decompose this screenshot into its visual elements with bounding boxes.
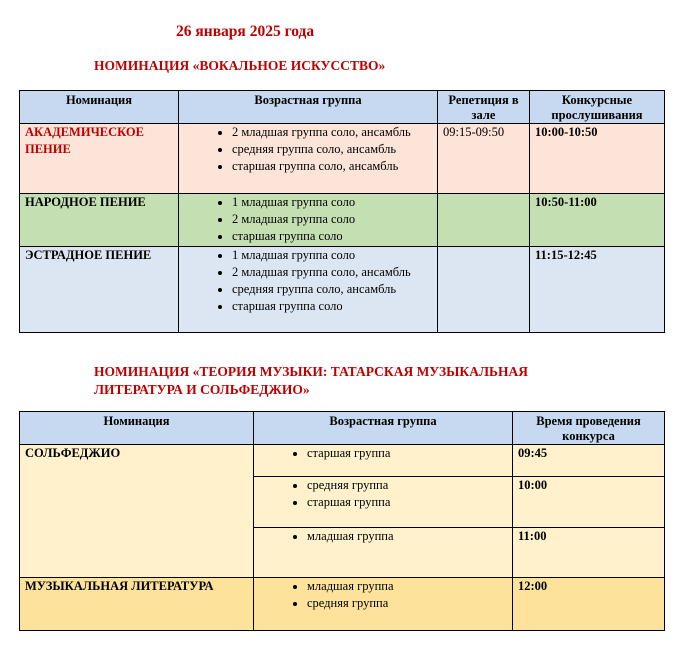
time-cell: 10:50-11:00 (530, 194, 665, 247)
time-cell: 10:00 (513, 477, 665, 528)
header-nomination: Номинация (20, 91, 179, 124)
rehearsal-cell (438, 194, 530, 247)
list-item: • 1 младшая группа соло (232, 194, 432, 211)
time-cell: 11:00 (513, 528, 665, 578)
list-item: • 2 младшая группа соло (232, 211, 432, 228)
time-cell: 11:15-12:45 (530, 247, 665, 333)
groups-cell (254, 477, 513, 528)
list-item: • младшая группа (307, 528, 507, 545)
groups-cell (179, 124, 438, 194)
theory-schedule-table (19, 411, 665, 631)
header-nomination: Номинация (20, 412, 254, 445)
header-age-group: Возрастная группа (179, 91, 438, 124)
list-item: • старшая группа соло, ансамбль (232, 158, 432, 175)
list-item: • 1 младшая группа соло (232, 247, 432, 264)
groups-cell (179, 194, 438, 247)
list-item: • 2 младшая группа соло, ансамбль (232, 264, 432, 281)
time-cell: 12:00 (513, 578, 665, 631)
header-auditions: Конкурсные прослушивания (530, 91, 665, 124)
list-item: • младшая группа (307, 578, 507, 595)
list-item: • старшая группа (307, 494, 507, 511)
section2-title-line1: НОМИНАЦИЯ «ТЕОРИЯ МУЗЫКИ: ТАТАРСКАЯ МУЗЫКАЛЬНАЯ (94, 364, 528, 379)
groups-cell (254, 578, 513, 631)
schedule-date: 26 января 2025 года (176, 23, 315, 40)
section2-title (94, 363, 528, 399)
table-row (20, 578, 665, 631)
groups-cell (254, 528, 513, 578)
header-contest-time: Время проведения конкурса (513, 412, 665, 445)
list-item: • старшая группа соло (232, 228, 432, 245)
nomination-cell: НАРОДНОЕ ПЕНИЕ (20, 194, 179, 247)
nomination-cell: МУЗЫКАЛЬНАЯ ЛИТЕРАТУРА (20, 578, 254, 631)
groups-cell (179, 247, 438, 333)
list-item: • средняя группа соло, ансамбль (232, 281, 432, 298)
nomination-cell: ЭСТРАДНОЕ ПЕНИЕ (20, 247, 179, 333)
list-item: • старшая группа соло (232, 298, 432, 315)
table-row (20, 445, 665, 477)
groups-cell (254, 445, 513, 477)
time-cell: 09:45 (513, 445, 665, 477)
table-row (20, 247, 665, 333)
list-item: • средняя группа соло, ансамбль (232, 141, 432, 158)
time-cell: 10:00-10:50 (530, 124, 665, 194)
list-item: • старшая группа (307, 445, 507, 462)
list-item: • 2 младшая группа соло, ансамбль (232, 124, 432, 141)
header-age-group: Возрастная группа (254, 412, 513, 445)
rehearsal-cell: 09:15-09:50 (438, 124, 530, 194)
section1-title: НОМИНАЦИЯ «ВОКАЛЬНОЕ ИСКУССТВО» (94, 58, 386, 73)
list-item: • средняя группа (307, 477, 507, 494)
table-row (20, 194, 665, 247)
table-row (20, 124, 665, 194)
section2-title-line2: ЛИТЕРАТУРА И СОЛЬФЕДЖИО» (94, 382, 310, 397)
nomination-cell: АКАДЕМИЧЕСКОЕ ПЕНИЕ (20, 124, 179, 194)
header-rehearsal: Репетиция в зале (438, 91, 530, 124)
vocal-schedule-table (19, 90, 665, 333)
nomination-cell: СОЛЬФЕДЖИО (20, 445, 254, 578)
list-item: • средняя группа (307, 595, 507, 612)
rehearsal-cell (438, 247, 530, 333)
